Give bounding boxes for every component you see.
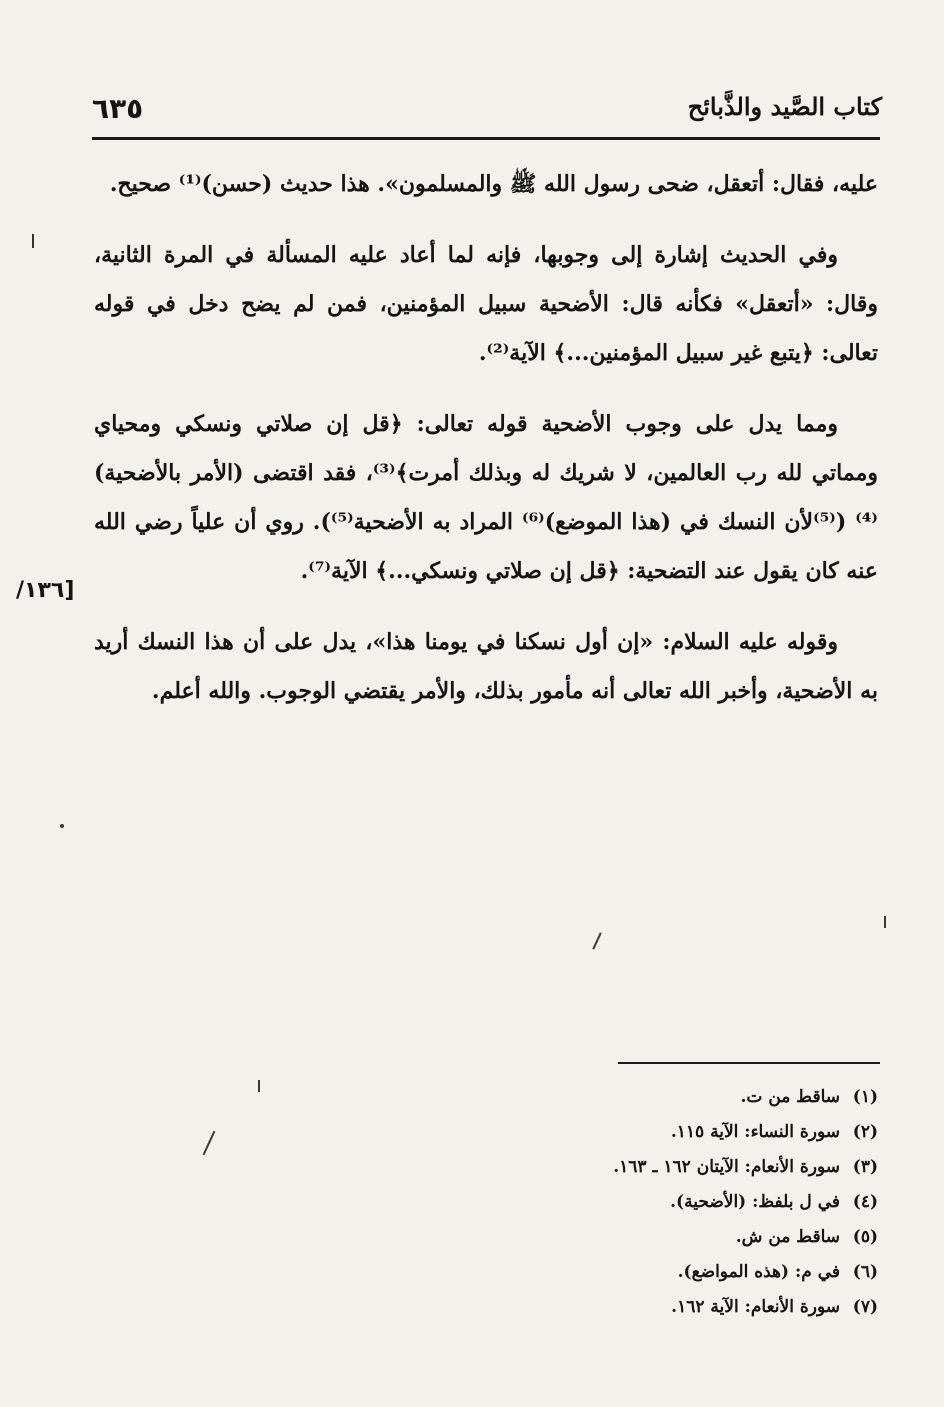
footnote-2 bbox=[380, 1115, 878, 1150]
footnotes bbox=[380, 1080, 878, 1325]
running-title: كتاب الصَّيد والذَّبائح bbox=[687, 92, 882, 121]
header-rule bbox=[92, 137, 880, 140]
footnote-number: (٢) bbox=[852, 1122, 878, 1142]
paragraph-4: وقوله عليه السلام: «إن أول نسكنا في يومنا هذا»، يدل على أن هذا النسك أريد به الأضحية، وأخبر الله تعالى أنه مأمور بذلك، والأمر يقتضي الوجوب. والله أعلم. bbox=[94, 629, 878, 704]
page-header bbox=[92, 92, 882, 132]
paragraph-1: عليه، فقال: أتعقل، ضحى رسول الله ﷺ والمسلمون». هذا حديث (حسن)⁽¹⁾ صحيح. bbox=[109, 171, 878, 197]
footnote-text: ساقط من ش. bbox=[735, 1227, 840, 1247]
footnote-text: ساقط من ت. bbox=[740, 1087, 840, 1107]
footnote-text: سورة الأنعام: الآية ١٦٢. bbox=[671, 1297, 840, 1317]
margin-folio-note: [١٣٦/ bbox=[16, 578, 75, 603]
scan-speck bbox=[60, 824, 64, 828]
footnote-text: في م: (هذه المواضع). bbox=[677, 1262, 840, 1282]
footnote-number: (٦) bbox=[852, 1262, 878, 1282]
footnote-text: في ل بلفظ: (الأضحية). bbox=[670, 1192, 840, 1212]
paragraph-3: ومما يدل على وجوب الأضحية قوله تعالى: ﴿قل إن صلاتي ونسكي ومحياي ومماتي لله رب العالمين، لا شريك له وبذلك أمرت﴾⁽³⁾، فقد اقتضى (الأمر بالأضحية)⁽⁴⁾ (⁽⁵⁾لأن النسك في (هذا الموضع)⁽⁶⁾ المراد به الأضحية⁽⁵⁾). روي أن علياً رضي الله عنه كان يقول عند التضحية: ﴿قل إن صلاتي ونسكي...﴾ الآية⁽⁷⁾. bbox=[94, 411, 878, 584]
footnote-3 bbox=[380, 1150, 878, 1185]
footnote-text: سورة النساء: الآية ١١٥. bbox=[670, 1122, 840, 1142]
footnote-number: (٥) bbox=[852, 1227, 878, 1247]
footnote-number: (١) bbox=[852, 1087, 878, 1107]
footnote-7 bbox=[380, 1290, 878, 1325]
main-text bbox=[94, 160, 878, 738]
footnote-number: (٤) bbox=[852, 1192, 878, 1212]
scan-speck bbox=[592, 932, 601, 949]
footnote-text: سورة الأنعام: الآيتان ١٦٢ ـ ١٦٣. bbox=[613, 1157, 840, 1177]
footnote-5 bbox=[380, 1220, 878, 1255]
scan-speck bbox=[258, 1080, 260, 1092]
scan-speck bbox=[203, 1131, 216, 1155]
footnote-number: (٣) bbox=[852, 1157, 878, 1177]
footnote-number: (٧) bbox=[852, 1297, 878, 1317]
scan-speck bbox=[884, 916, 886, 928]
footnote-6 bbox=[380, 1255, 878, 1290]
footnote-rule bbox=[618, 1062, 880, 1064]
paragraph-2: وفي الحديث إشارة إلى وجوبها، فإنه لما أعاد عليه المسألة في المرة الثانية، وقال: «أتعقل» فكأنه قال: الأضحية سبيل المؤمنين، فمن لم يضح دخل في قوله تعالى: ﴿يتبع غير سبيل المؤمنين...﴾ الآية⁽²⁾. bbox=[94, 242, 878, 366]
footnote-1 bbox=[380, 1080, 878, 1115]
page-number: ٦٣٥ bbox=[92, 92, 144, 125]
footnote-4 bbox=[380, 1185, 878, 1220]
margin-mark bbox=[32, 234, 34, 248]
